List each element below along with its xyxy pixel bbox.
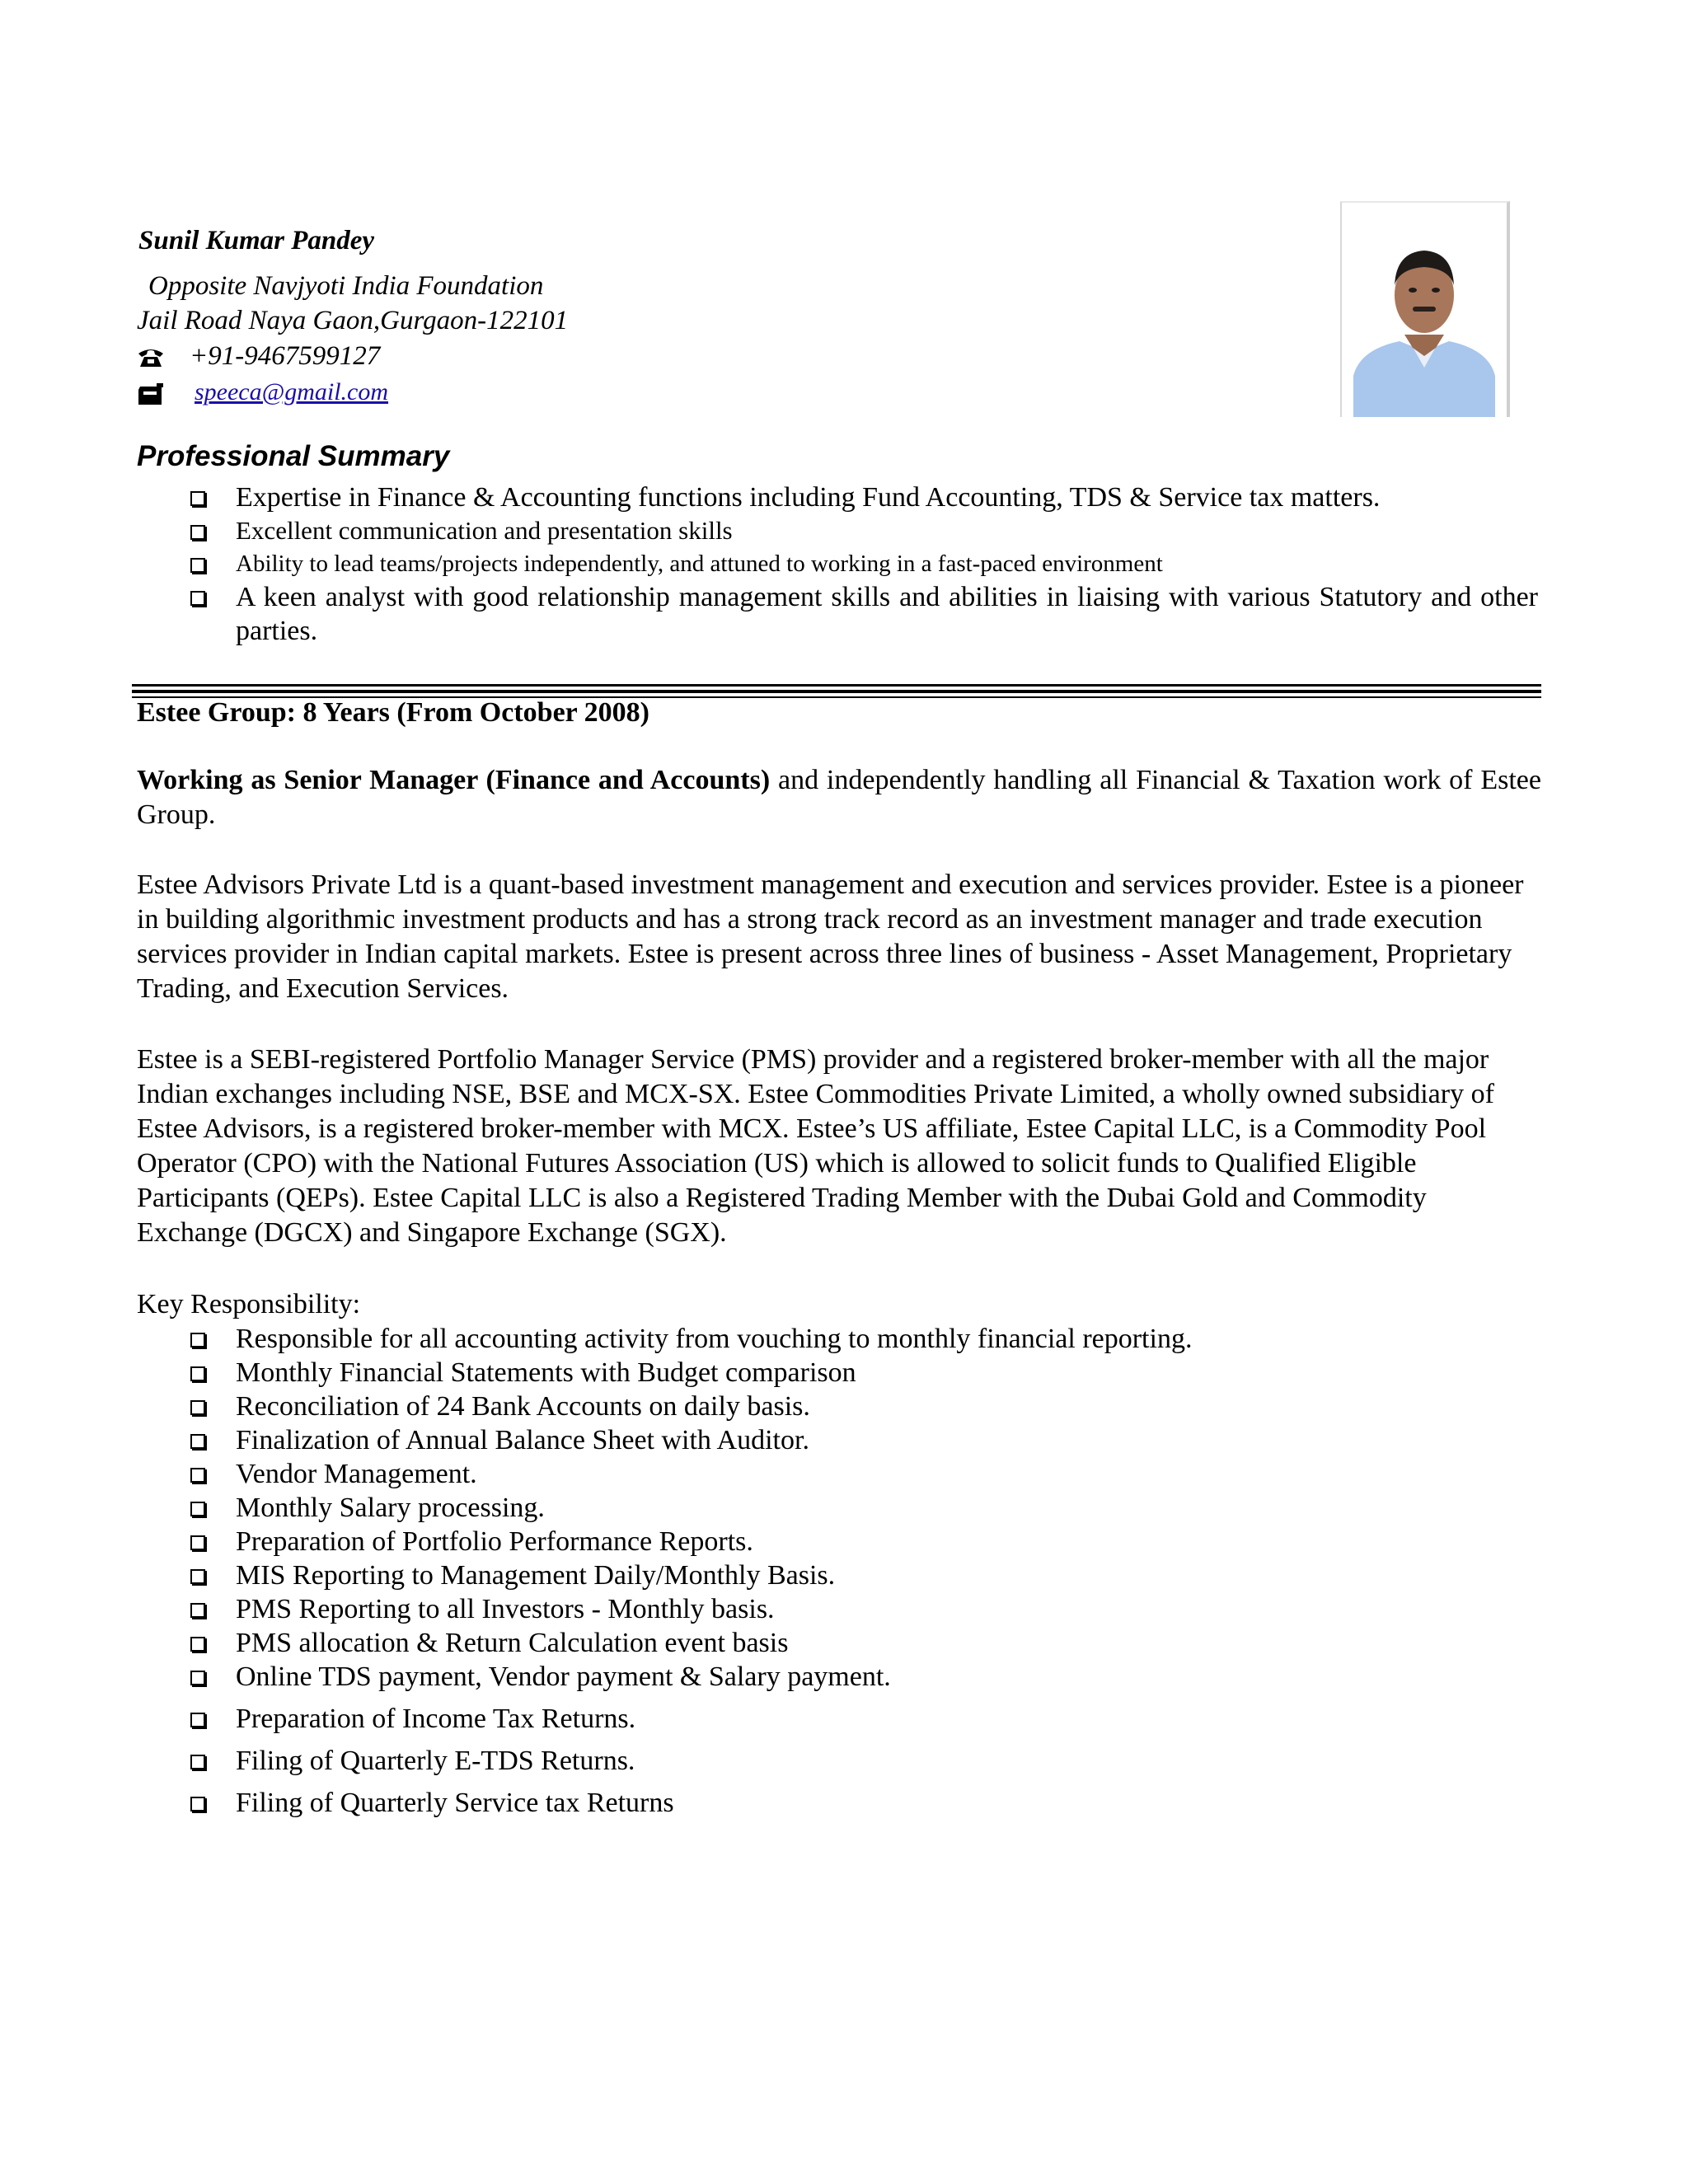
- list-item: [137, 580, 1538, 648]
- list-item: [137, 1786, 1538, 1820]
- phone-number: +91-9467599127: [190, 341, 381, 371]
- list-item: [137, 1525, 1538, 1558]
- list-item: [137, 1322, 1538, 1356]
- role-title: Working as Senior Manager (Finance and Accounts): [137, 765, 771, 795]
- checkbox-bullet-icon: [190, 558, 205, 573]
- list-item-text: Online TDS payment, Vendor payment & Salary payment.: [236, 1661, 891, 1692]
- list-item-text: A keen analyst with good relationship management skills and abilities in liaising with various Statutory and other parties.: [236, 582, 1538, 646]
- person-photo-icon: [1342, 203, 1507, 417]
- mailbox-icon: [137, 380, 165, 405]
- list-item: [137, 1457, 1538, 1491]
- list-item-text: MIS Reporting to Management Daily/Monthly Basis.: [236, 1560, 836, 1591]
- list-item: [137, 1423, 1538, 1457]
- list-item-text: PMS Reporting to all Investors - Monthly basis.: [236, 1594, 775, 1624]
- contact-header: [137, 224, 1291, 410]
- list-item-text: Reconciliation of 24 Bank Accounts on daily basis.: [236, 1391, 810, 1422]
- checkbox-bullet-icon: [190, 1671, 205, 1685]
- address-line-1: Opposite Navjyoti India Foundation: [148, 271, 544, 301]
- list-item-text: Preparation of Portfolio Performance Reports.: [236, 1526, 753, 1557]
- role-paragraph: [137, 763, 1541, 832]
- checkbox-bullet-icon: [190, 1366, 205, 1381]
- list-item: [137, 547, 1538, 580]
- phone-row: [137, 338, 1291, 374]
- checkbox-bullet-icon: [190, 1333, 205, 1347]
- list-item-text: Filing of Quarterly E-TDS Returns.: [236, 1746, 635, 1776]
- list-item-text: Expertise in Finance & Accounting functions including Fund Accounting, TDS & Service tax matters.: [236, 482, 1381, 513]
- professional-summary-heading: Professional Summary: [137, 440, 450, 472]
- checkbox-bullet-icon: [190, 1400, 205, 1415]
- list-item-text: Monthly Salary processing.: [236, 1493, 545, 1523]
- list-item: [137, 480, 1538, 514]
- company-heading: Estee Group: 8 Years (From October 2008): [137, 697, 649, 728]
- list-item: [137, 1592, 1538, 1626]
- checkbox-bullet-icon: [190, 1797, 205, 1811]
- list-item: [137, 1702, 1538, 1736]
- list-item: [137, 1491, 1538, 1525]
- list-item: [137, 1356, 1538, 1390]
- section-divider: [132, 684, 1541, 687]
- checkbox-bullet-icon: [190, 1603, 205, 1618]
- candidate-name: Sunil Kumar Pandey: [138, 226, 375, 255]
- checkbox-bullet-icon: [190, 491, 205, 506]
- list-item: [137, 1558, 1538, 1592]
- checkbox-bullet-icon: [190, 525, 205, 540]
- list-item-text: Responsible for all accounting activity from vouching to monthly financial reporting.: [236, 1324, 1193, 1354]
- address-line-2: Jail Road Naya Gaon,Gurgaon-122101: [137, 306, 569, 335]
- summary-list: [137, 480, 1538, 648]
- list-item-text: Monthly Financial Statements with Budget comparison: [236, 1357, 856, 1388]
- telephone-icon: [137, 344, 165, 368]
- email-link[interactable]: speeca@gmail.com: [195, 378, 389, 405]
- checkbox-bullet-icon: [190, 591, 205, 606]
- list-item-text: Preparation of Income Tax Returns.: [236, 1704, 636, 1734]
- checkbox-bullet-icon: [190, 1502, 205, 1516]
- email-row: [137, 374, 1291, 410]
- list-item-text: Filing of Quarterly Service tax Returns: [236, 1788, 674, 1818]
- checkbox-bullet-icon: [190, 1755, 205, 1769]
- list-item: [137, 1390, 1538, 1423]
- list-item-text: Finalization of Annual Balance Sheet with Auditor.: [236, 1425, 809, 1455]
- section-divider: [132, 690, 1541, 693]
- list-item-text: PMS allocation & Return Calculation event basis: [236, 1628, 789, 1658]
- list-item: [137, 514, 1538, 547]
- list-item-text: Excellent communication and presentation skills: [236, 516, 733, 545]
- checkbox-bullet-icon: [190, 1535, 205, 1550]
- profile-photo: [1340, 201, 1510, 417]
- list-item: [137, 1660, 1538, 1694]
- list-item: [137, 1744, 1538, 1778]
- company-registration: Estee is a SEBI-registered Portfolio Manager Service (PMS) provider and a registered broker-member with all the major Indian exchanges including NSE, BSE and MCX-SX. Estee Commodities Private Limited, a wholly owned subsidiary of Estee Advisors, is a registered broker-member with MCX. Estee’s US affiliate, Estee Capital LLC, is a Commodity Pool Operator (CPO) with the National Futures Association (US) which is allowed to solicit funds to Qualified Eligible Participants (QEPs). Estee Capital LLC is also a Registered Trading Member with the Dubai Gold and Commodity Exchange (DGCX) and Singapore Exchange (SGX).: [137, 1044, 1494, 1248]
- checkbox-bullet-icon: [190, 1569, 205, 1584]
- checkbox-bullet-icon: [190, 1434, 205, 1449]
- responsibility-list: [137, 1322, 1538, 1820]
- role-description: and independently handling all Financial & Taxation work of Estee Group.: [137, 765, 1541, 830]
- checkbox-bullet-icon: [190, 1637, 205, 1652]
- checkbox-bullet-icon: [190, 1468, 205, 1483]
- list-item-text: Ability to lead teams/projects independently, and attuned to working in a fast-paced environment: [236, 551, 1163, 577]
- company-description: Estee Advisors Private Ltd is a quant-based investment management and execution and services provider. Estee is a pioneer in building algorithmic investment products and has a strong track record as an investment manager and trade execution services provider in Indian capital markets. Estee is present across three lines of business - Asset Management, Proprietary Trading, and Execution Services.: [137, 869, 1524, 1004]
- list-item: [137, 1626, 1538, 1660]
- checkbox-bullet-icon: [190, 1713, 205, 1727]
- list-item-text: Vendor Management.: [236, 1459, 477, 1489]
- key-responsibility-label: Key Responsibility:: [137, 1289, 361, 1319]
